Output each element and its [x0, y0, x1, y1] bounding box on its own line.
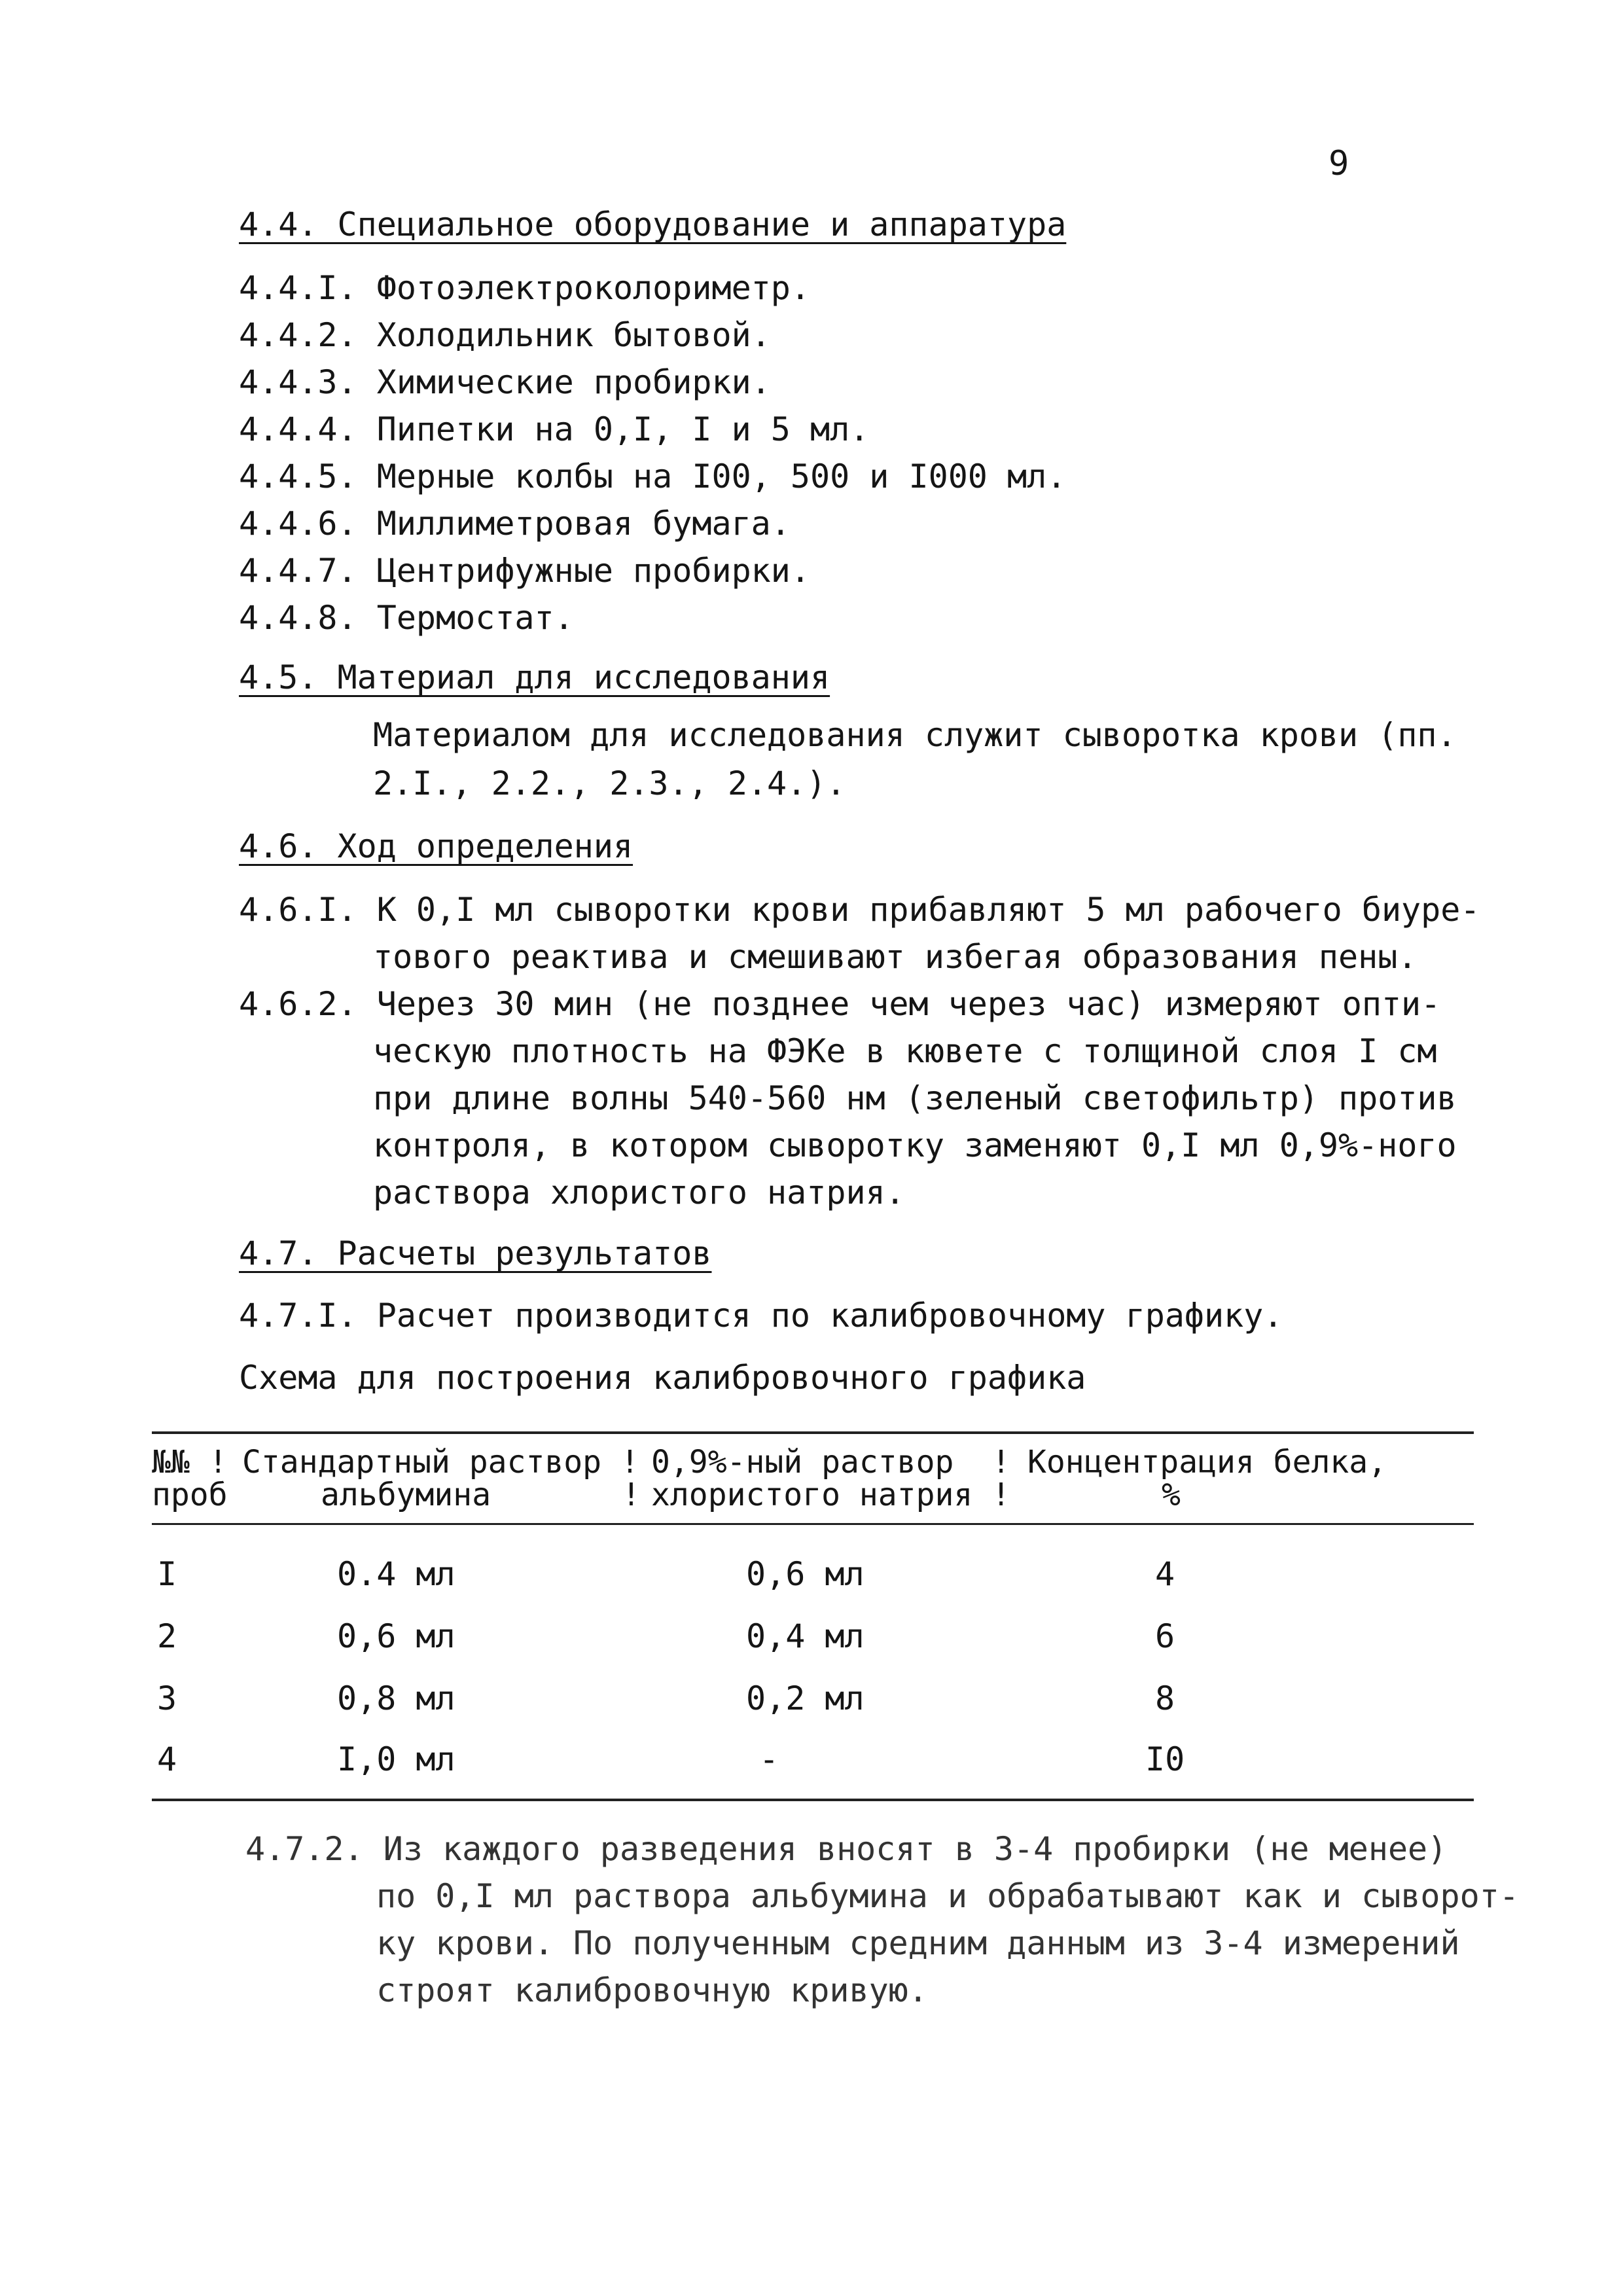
table-cell-albumin: I,0 мл	[337, 1740, 455, 1778]
table-cell-nacl: 0,6 мл	[746, 1555, 865, 1593]
table-cell-number: 2	[157, 1617, 177, 1655]
paragraph-line: 4.7.2. Из каждого разведения вносят в 3-4 пробирки (не менее)	[245, 1830, 1448, 1868]
table-header-cell: проб	[152, 1477, 228, 1513]
table-header-separator: !	[622, 1477, 641, 1513]
list-item: 4.4.6. Миллиметровая бумага.	[239, 505, 791, 543]
table-header-cell: %	[1162, 1477, 1181, 1513]
paragraph-line: 4.6.2. Через 30 мин (не позднее чем через час) измеряют опти-	[239, 985, 1441, 1023]
paragraph-line: 4.6.I. К 0,I мл сыворотки крови прибавляют 5 мл рабочего биуре-	[239, 891, 1480, 929]
table-cell-number: 3	[157, 1679, 177, 1717]
table-cell-concentration: 6	[1155, 1617, 1175, 1655]
table-header-cell: альбумина	[321, 1477, 491, 1513]
table-cell-albumin: 0.4 мл	[337, 1555, 455, 1593]
table-cell-nacl: -	[759, 1740, 779, 1778]
section-4-5-heading: 4.5. Материал для исследования	[239, 658, 830, 696]
table-cell-nacl: 0,2 мл	[746, 1679, 865, 1717]
section-4-7-heading: 4.7. Расчеты результатов	[239, 1234, 712, 1272]
list-item: 4.4.8. Термостат.	[239, 599, 574, 637]
table-caption: Схема для построения калибровочного графика	[239, 1359, 1086, 1397]
table-header-cell: 0,9%-ный раствор !	[651, 1444, 1011, 1480]
paragraph-line: по 0,I мл раствора альбумина и обрабатывают как и сыворот-	[376, 1877, 1519, 1915]
list-item: 4.4.7. Центрифужные пробирки.	[239, 552, 810, 590]
list-item: 4.4.2. Холодильник бытовой.	[239, 316, 771, 354]
paragraph-line: контроля, в котором сыворотку заменяют 0,I мл 0,9%-ного	[373, 1126, 1457, 1164]
section-4-4-heading: 4.4. Специальное оборудование и аппаратура	[239, 206, 1067, 243]
table-cell-concentration: I0	[1145, 1740, 1185, 1778]
table-header-rule	[152, 1523, 1474, 1525]
table-header-cell: Стандартный раствор !	[242, 1444, 639, 1480]
table-header-cell: хлористого натрия !	[651, 1477, 1011, 1513]
table-bottom-rule	[152, 1799, 1474, 1801]
paragraph-line: раствора хлористого натрия.	[373, 1174, 905, 1211]
paragraph-line: 2.I., 2.2., 2.3., 2.4.).	[373, 764, 846, 802]
paragraph-line: строят калибровочную кривую.	[376, 1971, 928, 2009]
paragraph-line: при длине волны 540-560 нм (зеленый светофильтр) против	[373, 1079, 1457, 1117]
paragraph-line: 4.7.I. Расчет производится по калибровочному графику.	[239, 1297, 1283, 1335]
table-cell-number: 4	[157, 1740, 177, 1778]
table-cell-concentration: 4	[1155, 1555, 1175, 1593]
table-cell-concentration: 8	[1155, 1679, 1175, 1717]
table-cell-nacl: 0,4 мл	[746, 1617, 865, 1655]
paragraph-line: Материалом для исследования служит сыворотка крови (пп.	[373, 716, 1457, 754]
section-4-6-heading: 4.6. Ход определения	[239, 827, 633, 865]
list-item: 4.4.3. Химические пробирки.	[239, 363, 771, 401]
table-header-cell: Концентрация белка,	[1027, 1444, 1387, 1480]
list-item: 4.4.I. Фотоэлектроколориметр.	[239, 269, 810, 307]
paragraph-line: ческую плотность на ФЭКе в кювете с толщиной слоя I см	[373, 1032, 1437, 1070]
paragraph-line: тового реактива и смешивают избегая образования пены.	[373, 938, 1418, 976]
table-header-cell: №№ !	[152, 1444, 228, 1480]
table-cell-number: I	[157, 1555, 177, 1593]
table-cell-albumin: 0,6 мл	[337, 1617, 455, 1655]
list-item: 4.4.4. Пипетки на 0,I, I и 5 мл.	[239, 410, 870, 448]
page-number: 9	[1329, 144, 1349, 183]
table-top-rule	[152, 1431, 1474, 1434]
table-cell-albumin: 0,8 мл	[337, 1679, 455, 1717]
paragraph-line: ку крови. По полученным средним данным из 3-4 измерений	[376, 1924, 1460, 1962]
list-item: 4.4.5. Мерные колбы на I00, 500 и I000 мл.	[239, 457, 1067, 495]
